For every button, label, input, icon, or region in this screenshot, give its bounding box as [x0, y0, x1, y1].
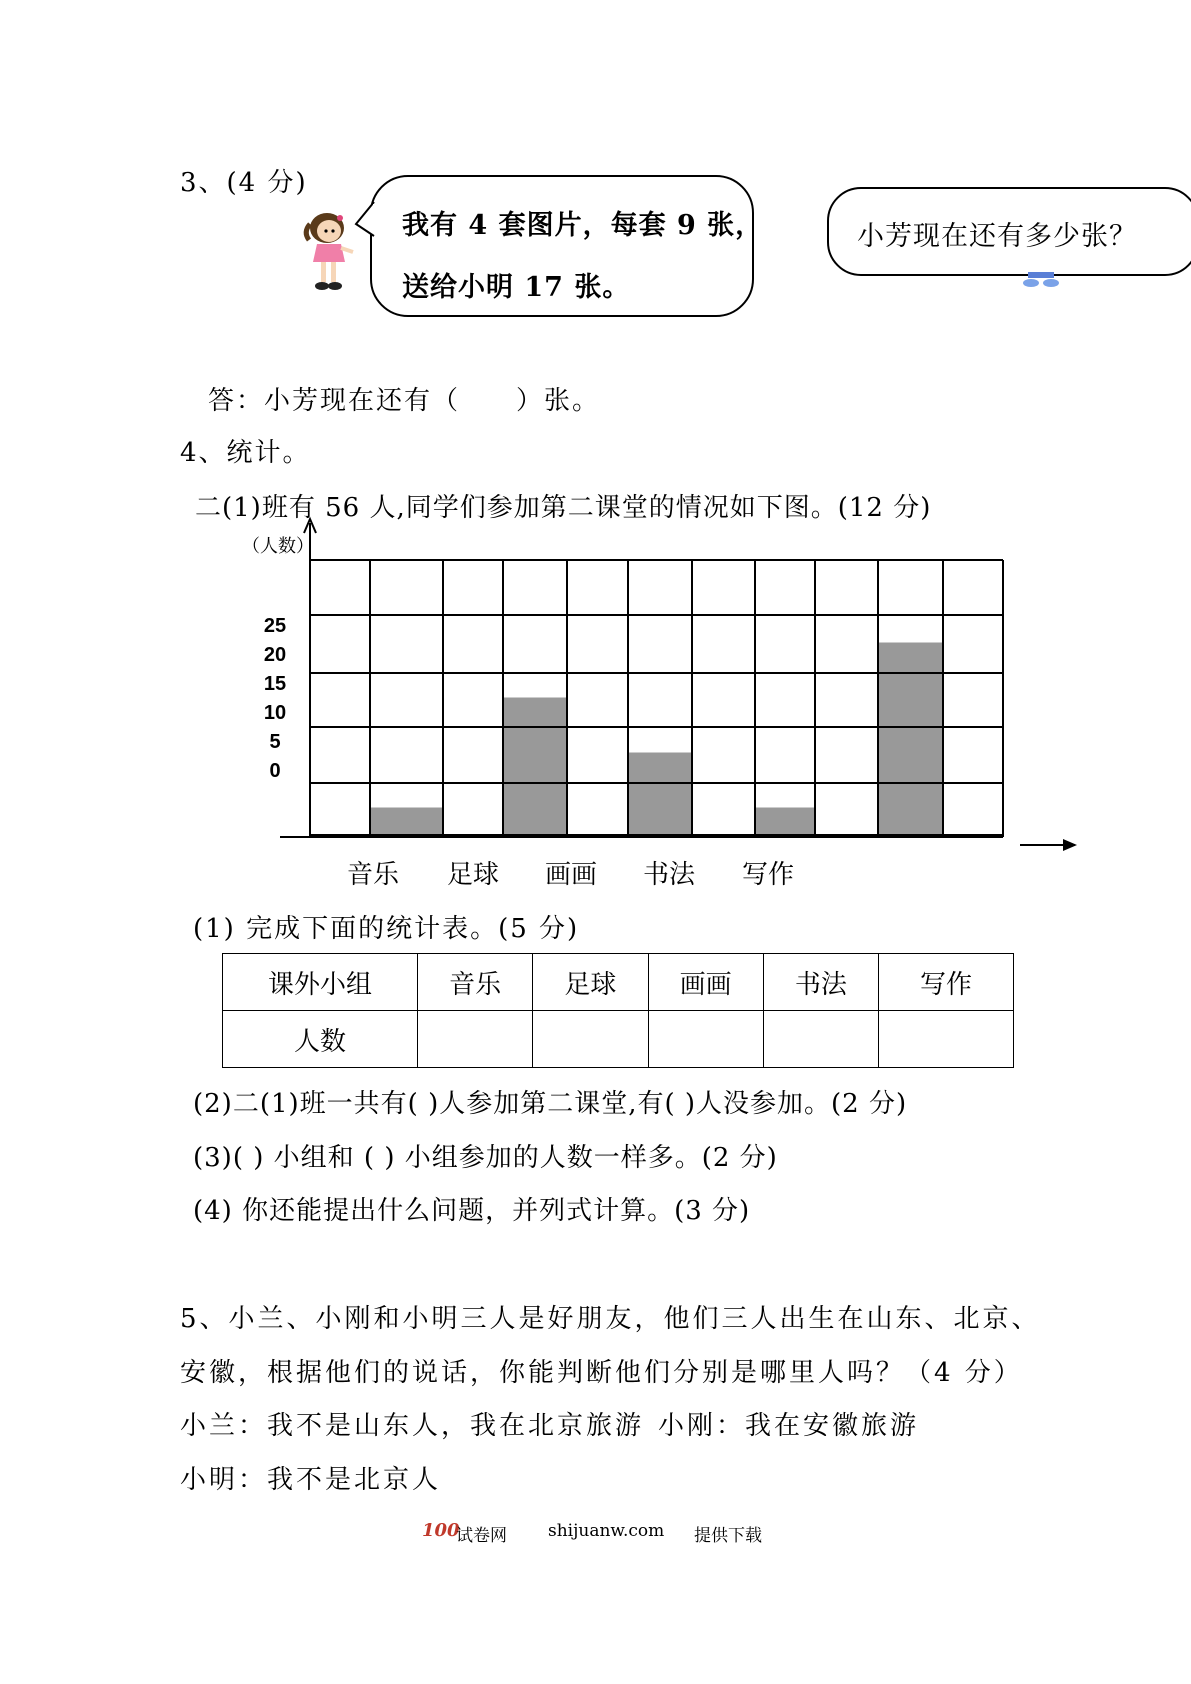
q5-line-2: 安徽，根据他们的说话，你能判断他们分别是哪里人吗？（4 分） [180, 1358, 1023, 1388]
x-category-labels [347, 860, 794, 890]
chart-bar [503, 698, 567, 836]
chart-bar [755, 808, 815, 836]
footer-tagline: 提供下载 [694, 1526, 762, 1546]
speech-bubble-tail [354, 200, 378, 240]
bar-chart [220, 515, 1080, 910]
table-header-cell: 书法 [763, 954, 878, 1011]
table-answer-cell[interactable] [418, 1011, 533, 1068]
footer-logo: 100 [422, 1520, 460, 1541]
y-tick-label: 0 [269, 760, 281, 782]
q4-sub3: (3)( ) 小组和 ( ) 小组参加的人数一样多。(2 分) [193, 1143, 778, 1173]
q5-line-4: 小明：我不是北京人 [180, 1465, 442, 1495]
x-category-label: 书法 [642, 860, 696, 890]
table-header-cell: 音乐 [418, 954, 533, 1011]
y-tick-label: 15 [263, 673, 287, 695]
table-row-label: 人数 [223, 1011, 418, 1068]
table-header-cell: 写作 [879, 954, 1014, 1011]
chart-bar [628, 753, 692, 836]
q3-answer-suffix: ）张。 [516, 386, 601, 416]
statistics-table [222, 953, 1014, 1068]
y-tick-label: 20 [263, 644, 287, 666]
table-header-cell: 课外小组 [223, 954, 418, 1011]
x-category-label: 足球 [446, 860, 500, 890]
table-header-cell: 画画 [648, 954, 763, 1011]
q4-number: 4、统计。 [180, 438, 311, 468]
q5-line-3b: 小刚：我在安徽旅游 [658, 1411, 920, 1441]
q4-intro: 二(1)班有 56 人,同学们参加第二课堂的情况如下图。(12 分) [195, 493, 932, 523]
table-answer-cell[interactable] [763, 1011, 878, 1068]
q4-sub4: (4) 你还能提出什么问题，并列式计算。(3 分) [193, 1196, 751, 1226]
table-header-cell: 足球 [533, 954, 648, 1011]
q5-line-3a: 小兰：我不是山东人，我在北京旅游 [180, 1411, 645, 1441]
q3-number: 3、(4 分) [180, 168, 308, 198]
speech-question: 小芳现在还有多少张？ [857, 221, 1137, 252]
y-tick-label: 25 [263, 615, 287, 637]
y-tick-label: 10 [263, 702, 287, 724]
girl-illustration [297, 210, 359, 294]
speech-line-2: 送给小明 17 张。 [402, 272, 631, 303]
footer-domain[interactable]: shijuanw.com [548, 1521, 665, 1541]
q4-sub2: (2)二(1)班一共有( )人参加第二课堂,有( )人没参加。(2 分) [193, 1089, 908, 1119]
table-header-row [223, 954, 1014, 1011]
chart-bar [370, 808, 443, 836]
x-category-label: 音乐 [346, 860, 400, 890]
table-answer-cell[interactable] [879, 1011, 1014, 1068]
table-answer-cell[interactable] [648, 1011, 763, 1068]
q5-line-1: 5、小兰、小刚和小明三人是好朋友，他们三人出生在山东、北京、 [180, 1304, 1041, 1334]
table-row [223, 1011, 1014, 1068]
boy-feet-icon [1020, 272, 1062, 290]
q4-table-title: (1) 完成下面的统计表。(5 分) [193, 914, 580, 944]
footer-site-name: 试卷网 [456, 1526, 507, 1546]
y-tick-label: 5 [269, 731, 281, 753]
y-axis-label: （人数） [242, 536, 314, 557]
chart-bars [370, 643, 943, 836]
table-answer-cell[interactable] [533, 1011, 648, 1068]
x-axis-arrowhead [1063, 839, 1077, 851]
chart-bar [878, 643, 943, 836]
y-tick-labels [264, 615, 286, 782]
q3-answer-prefix: 答：小芳现在还有（ [208, 386, 461, 416]
x-category-label: 写作 [741, 860, 795, 890]
x-category-label: 画画 [544, 860, 598, 890]
speech-line-1: 我有 4 套图片，每套 9 张， [402, 210, 764, 241]
